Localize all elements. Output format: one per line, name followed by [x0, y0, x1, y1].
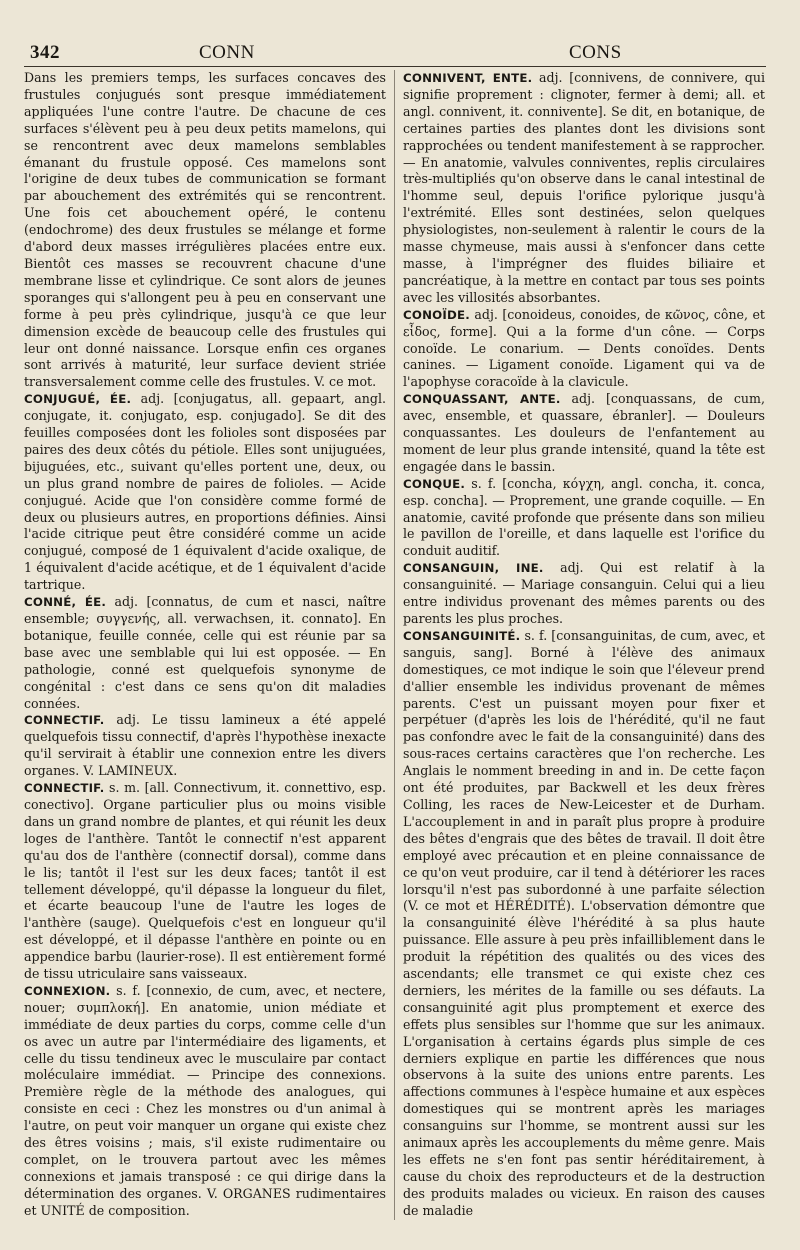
entry-conoide: [403, 307, 765, 392]
entry-text: adj. [conoideus, conoides, de κῶνος, cône, et εἶδος, forme]. Qui a la forme d'un cône. — Corps conoïde. Le conarium. — Dents conoïdes. Dents canines. — Ligament conoïde. Ligament qui va de l'apophyse coracoïde à la clavicule.: [403, 306, 765, 390]
entry-connexion: [24, 983, 386, 1220]
page-header: [24, 36, 766, 64]
entry-conne: [24, 594, 386, 712]
headword: CONNECTIF.: [24, 713, 105, 728]
entry-text: adj. [connivens, de connivere, qui signifie proprement : clignoter, fermer à demi; all. et angl. connivent, it. connivente]. Se dit, en botanique, de certaines parties des plantes dont les divisions sont rapprochées ou tendent manifestement à se rapprocher. — En anatomie, valvules conniventes, replis circulaires très-multipliés qu'on observe dans le canal intestinal de l'homme seul, depuis l'orifice pylorique jusqu'à l'extrémité. Elles sont destinées, selon quelques physiologistes, non-seulement à ralentir le cours de la masse chymeuse, mais aussi à s'enfoncer dans cette masse, à l'imprégner des fluides biliaire et pancréatique, à la mettre en contact par tous ses points avec les villosités absorbantes.: [403, 70, 765, 305]
headword: CONNEXION.: [24, 983, 111, 998]
entry-text: s. m. [all. Connectivum, it. connettivo, esp. conectivo]. Organe particulier plus ou moins visible dans un grand nombre de plantes, et qui réunit les deux loges de l'anthère. Tantôt le connectif n'est apparent qu'au dos de l'anthère (connectif dorsal), comme dans le lis; tantôt il l'est sur les deux faces; tantôt il est tellement développé, qu'il dépasse la longueur du filet, et écarte beaucoup l'une de l'autre les loges de l'anthère (sauge). Quelquefois c'est en longueur qu'il est développé, et il dépasse l'anthère en pointe ou en appendice barbu (laurier-rose). Il est entièrement formé de tissu utriculaire sans vaisseaux.: [24, 780, 386, 982]
entry-connectif-noun: [24, 780, 386, 983]
headword: CONQUASSANT, ANTE.: [403, 392, 561, 407]
entry-consanguinite: [403, 628, 765, 1220]
right-column: [394, 70, 765, 1220]
entry-conjugue: [24, 391, 386, 594]
entry-connectif-adj: [24, 712, 386, 780]
entry-text: adj. [conquassans, de cum, avec, ensemble, et quassare, ébranler]. — Douleurs conquassantes. Les douleurs de l'enfantement au moment de leur plus grande intensité, quand la tête est engagée dans le bassin.: [403, 391, 765, 474]
headword: CONOÏDE.: [403, 307, 470, 322]
headword: CONNÉ, ÉE.: [24, 595, 107, 610]
text-columns: [24, 70, 766, 1220]
headword: CONSANGUIN, INE.: [403, 561, 544, 576]
right-running-head: CONS: [569, 42, 622, 63]
entry-text: adj. [connatus, de cum et nasci, naître ensemble; συγγενής, all. verwachsen, it. connato]. En botanique, feuille connée, celle qui est réunie par sa base avec une semblable qui lui est opposée. — En pathologie, conné est quelquefois synonyme de congénital : c'est dans ce sens qu'on dit maladies connées.: [24, 594, 386, 711]
header-rule: [24, 66, 766, 67]
entry-text: s. f. [consanguinitas, de cum, avec, et sanguis, sang]. Borné à l'élève des animaux domestiques, ce mot indique le soin que l'éleveur prend d'allier ensemble les individus provenant de mêmes parents. C'est un puissant moyen pour fixer et perpétuer (d'après les lois de l'hérédité, qu'il ne faut pas confondre avec le fait de la consanguinité) dans des sous-races certains caractères que l'on recherche. Les Anglais le nomment breeding in and in. De cette façon ont été produites, par Backwell et les deux frères Colling, les races de New-Leicester et de Durham. L'accouplement in and in paraît plus propre à produire des bêtes d'engrais que des bêtes de travail. Il doit être employé avec précaution et en pleine connaissance de ce qu'on veut produire, car il tend à détériorer les races lorsqu'il n'est pas subordonné à une parfaite sélection (V. ce mot et HÉRÉDITÉ). L'observation démontre que la consanguinité élève l'hérédité à sa plus haute puissance. Elle assure à peu près infailliblement dans le produit la répétition des qualités ou des vices des ascendants; elle transmet ce qui existe chez ces derniers, les mérites de la famille ou ses défauts. La consanguinité agit plus promptement et exerce des effets plus sensibles sur l'homme que sur les animaux. L'organisation à certains égards plus simple de ces derniers explique en partie les différences que nous observons à la suite des unions entre parents. Les affections communes à l'espèce humaine et aux espèces domestiques qui se montrent après les mariages consanguins sur l'homme, se montrent aussi sur les animaux après les accouplements du même genre. Mais les effets ne s'en font pas sentir héréditairement, à cause du choix des reproducteurs et de la destruction des produits malades ou vicieux. En raison des causes de maladie: [403, 627, 765, 1218]
left-column: [24, 70, 386, 1220]
entry-text: adj. Le tissu lamineux a été appelé quelquefois tissu connectif, d'après l'hypothèse inexacte qu'il servirait à établir une connexion entre les divers organes. V. LAMINEUX.: [24, 712, 386, 779]
entry-text: s. f. [concha, κόγχη, angl. concha, it. conca, esp. concha]. — Proprement, une grande coquille. — En anatomie, cavité profonde que présente dans son milieu le pavillon de l'oreille, et dans laquelle est l'orifice du conduit auditif.: [403, 475, 765, 559]
paragraph-continuation: Dans les premiers temps, les surfaces concaves des frustules conjugués sont presque immédiatement appliquées l'une contre l'autre. De chacune de ces surfaces s'élèvent peu à peu deux petits mamelons, qui se rencontrent avec deux mamelons semblables émanant du frustule opposé. Ces mamelons sont l'origine de deux tubes de communication se formant par abouchement des extrémités qui se rencontrent. Une fois cet abouchement opéré, le contenu (endochrome) des deux frustules se mélange et forme d'abord deux masses irrégulières placées entre eux. Bientôt ces masses se recouvrent chacune d'une membrane lisse et cylindrique. Ce sont alors de jeunes sporanges qui s'allongent peu à peu en conservant une forme à peu près cylindrique, jusqu'à ce que leur dimension excède de beaucoup celle des frustules qui leur ont donné naissance. Lorsque enfin ces organes sont arrivés à maturité, leur surface devient striée transversalement comme celle des frustules. V. ce mot.: [24, 70, 386, 390]
entry-text: adj. [conjugatus, all. gepaart, angl. conjugate, it. conjugato, esp. conjugado]. Se dit des feuilles composées dont les folioles sont disposées par paires des deux côtés du pétiole. Elles sont unijuguées, bijuguées, etc., suivant qu'elles portent une, deux, ou un plus grand nombre de paires de folioles. — Acide conjugué. Acide que l'on considère comme formé de deux ou plusieurs autres, en proportions définies. Ainsi l'acide citrique peut être considéré comme un acide conjugué, composé de 1 équivalent d'acide oxalique, de 1 équivalent d'acide acétique, et de 1 équivalent d'acide tartrique.: [24, 391, 386, 593]
entry-conque: [403, 476, 765, 561]
entry-text: s. f. [connexio, de cum, avec, et nectere, nouer; συμπλοκή]. En anatomie, union médiate et immédiate de deux parties du corps, comme celle d'un os avec un autre par l'intermédiaire des ligaments, et celle du tissu tendineux avec le musculaire par contact moléculaire immédiat. — Principe des connexions. Première règle de la méthode des analogues, qui consiste en ceci : Chez les monstres ou d'un animal à l'autre, on peut voir manquer un organe qui existe chez des êtres voisins ; mais, s'il existe rudimentaire ou complet, on le trouvera partout avec les mêmes connexions et jamais transposé : ce qui dirige dans la détermination des organes. V. ORGANES rudimentaires et UNITÉ de composition.: [24, 982, 386, 1218]
headword: CONJUGUÉ, ÉE.: [24, 392, 132, 407]
headword: CONNIVENT, ENTE.: [403, 71, 533, 85]
headword: CONNECTIF.: [24, 781, 105, 796]
entry-connivent: [403, 70, 765, 307]
entry-conquassant: [403, 391, 765, 476]
entry-consanguin: [403, 560, 765, 628]
left-running-head: CONN: [199, 42, 255, 63]
entry-text: adj. Qui est relatif à la consanguinité. — Mariage consanguin. Celui qui a lieu entre individus provenant des mêmes parents ou des parents les plus proches.: [403, 560, 765, 626]
page-number: 342: [30, 42, 60, 63]
headword: CONQUE.: [403, 476, 466, 491]
headword: CONSANGUINITÉ.: [403, 628, 521, 643]
